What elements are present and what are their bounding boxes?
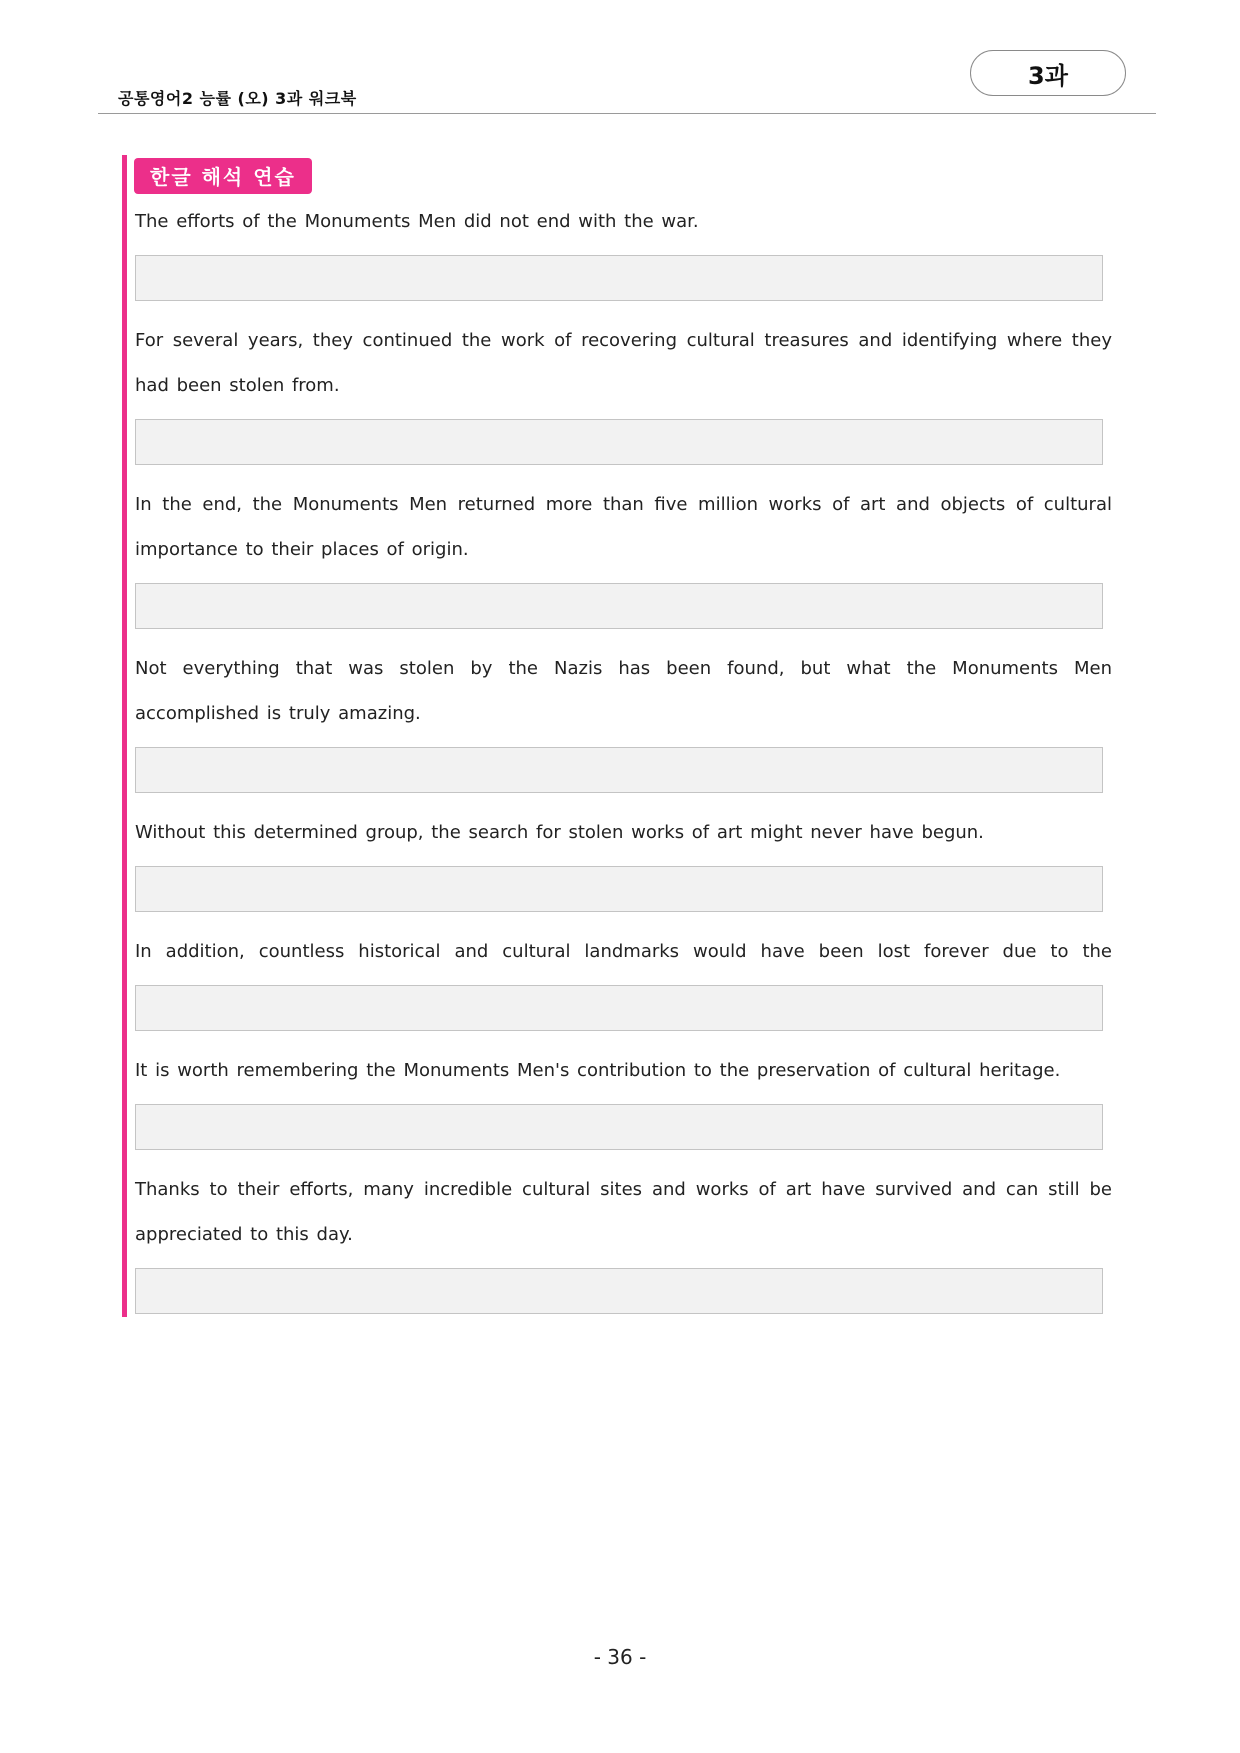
sentence-4: Not everything that was stolen by the Nazis has been found, but what the Monuments Men accomplished is truly amazing. [135,658,1112,724]
section-accent-bar [122,155,127,1317]
answer-box-7[interactable] [135,1104,1103,1150]
page-number: - 36 - [593,1645,647,1669]
sentence-3: In the end, the Monuments Men returned more than five million works of art and objects of cultural importance to their places of origin. [135,494,1112,560]
answer-box-3[interactable] [135,583,1103,629]
section-tag: 한글 해석 연습 [134,158,312,194]
answer-box-1[interactable] [135,255,1103,301]
answer-box-4[interactable] [135,747,1103,793]
worksheet-title: 공통영어2 능률 (오) 3과 워크북 [118,89,357,108]
lesson-badge: 3과 [970,50,1126,96]
sentence-5: Without this determined group, the search for stolen works of art might never have begun. [135,822,984,843]
sentence-1: The efforts of the Monuments Men did not end with the war. [135,211,699,232]
translation-practice-section [122,155,1122,1317]
sentence-8: Thanks to their efforts, many incredible cultural sites and works of art have survived and can still be appreciated to this day. [135,1179,1112,1245]
answer-box-6[interactable] [135,985,1103,1031]
answer-box-8[interactable] [135,1268,1103,1314]
header-divider [98,113,1156,114]
answer-box-2[interactable] [135,419,1103,465]
answer-box-5[interactable] [135,866,1103,912]
sentence-2: For several years, they continued the work of recovering cultural treasures and identifying where they had been stolen from. [135,330,1112,396]
sentence-7: It is worth remembering the Monuments Men's contribution to the preservation of cultural heritage. [135,1060,1061,1081]
sentence-6: In addition, countless historical and cultural landmarks would have been lost forever due to the [135,941,1112,962]
